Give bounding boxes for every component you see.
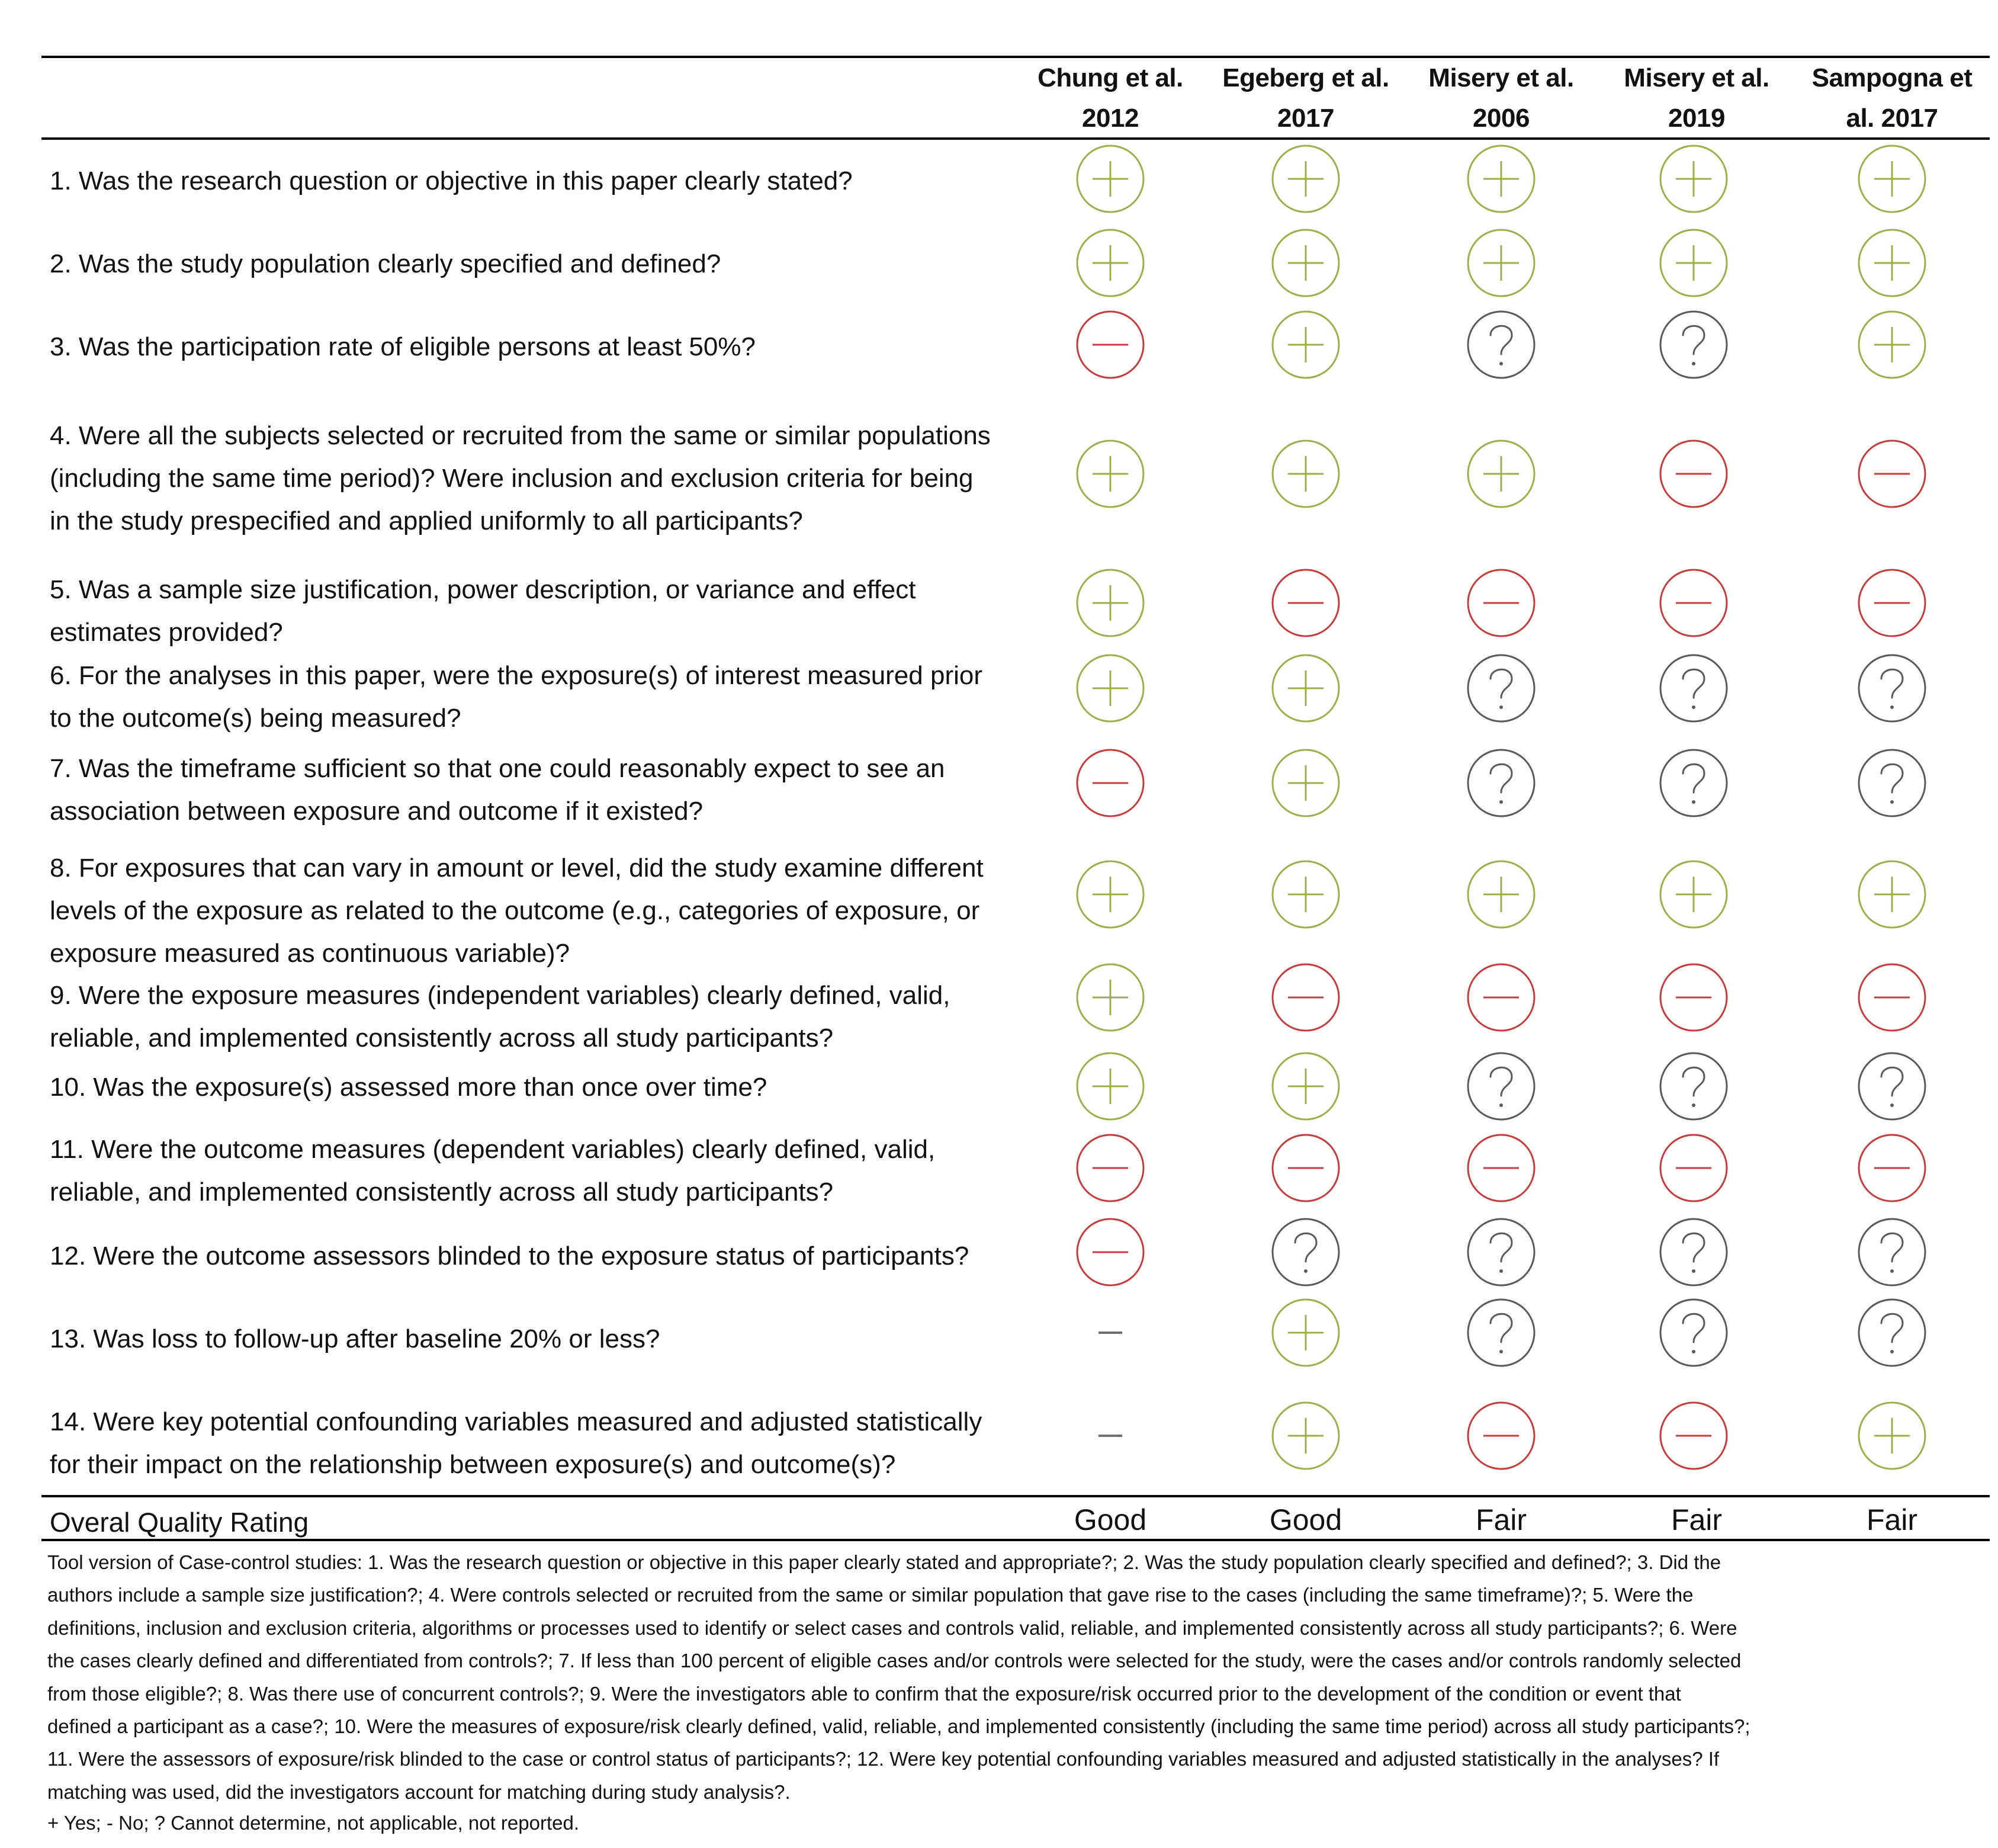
cannot-determine-question-icon [1466,747,1537,819]
footnote-line: definitions, inclusion and exclusion criteria, algorithms or processes used to identify or select cases and controls valid, reliable, and implemented consistently across all study participants?; 6. Were [47,1616,1737,1639]
overall-rating-label: Overal Quality Rating [50,1507,309,1538]
question-line: estimates provided? [50,618,283,647]
footnote-line: authors include a sample size justification?; 4. Were controls selected or recruited from the same or similar population that gave rise to the cases (including the same timeframe)?; 5. Were the [47,1584,1694,1606]
question-line: 4. Were all the subjects selected or recruited from the same or similar populations [50,421,991,450]
question-line: for their impact on the relationship between exposure(s) and outcome(s)? [50,1450,896,1479]
column-header-line1: Egeberg et al. [1222,63,1389,92]
column-header-chung-2012 [1013,58,1208,139]
footnote-line: defined a participant as a case?; 10. Were the measures of exposure/risk clearly defined, valid, reliable, and implemented consistently (including the same time period) across all study participants?; [47,1715,1750,1738]
cannot-determine-question-icon [1466,1217,1537,1288]
column-header-line2: al. 2017 [1846,104,1938,133]
not-applicable-dash-icon [1075,1400,1146,1471]
cannot-determine-question-icon [1658,1051,1729,1122]
yes-plus-icon [1658,143,1729,214]
question-text [50,1235,1033,1278]
yes-plus-icon [1270,438,1341,509]
cannot-determine-question-icon [1658,747,1729,819]
question-text [50,1066,1033,1109]
cannot-determine-question-icon [1658,309,1729,380]
question-text [50,847,1033,975]
no-minus-icon [1856,438,1928,509]
no-minus-icon [1466,962,1537,1033]
cannot-determine-question-icon [1658,653,1729,724]
column-header-line1: Sampogna et [1811,63,1973,92]
yes-plus-icon [1856,143,1928,214]
no-minus-icon [1658,962,1729,1033]
yes-plus-icon [1856,1400,1928,1471]
question-line: 6. For the analyses in this paper, were the exposure(s) of interest measured prior [50,661,982,690]
question-line: 8. For exposures that can vary in amount or level, did the study examine different [50,854,984,883]
yes-plus-icon [1466,143,1537,214]
no-minus-icon [1856,962,1928,1033]
no-minus-icon [1658,438,1729,509]
cannot-determine-question-icon [1466,653,1537,724]
no-minus-icon [1270,962,1341,1033]
no-minus-icon [1270,1132,1341,1204]
question-text [50,326,1033,368]
question-line: 7. Was the timeframe sufficient so that one could reasonably expect to see an [50,754,945,783]
overall-rating-chung-2012: Good [1074,1503,1147,1536]
question-text [50,747,1033,833]
question-line: to the outcome(s) being measured? [50,704,461,733]
question-line: 12. Were the outcome assessors blinded to the exposure status of participants? [50,1241,969,1270]
yes-plus-icon [1270,859,1341,930]
question-text [50,1401,1033,1486]
cannot-determine-question-icon [1856,747,1928,819]
question-text [50,1128,1033,1214]
no-minus-icon [1658,1132,1729,1204]
cannot-determine-question-icon [1658,1217,1729,1288]
cannot-determine-question-icon [1856,1297,1928,1368]
symbol-legend: + Yes; - No; ? Cannot determine, not applicable, not reported. [47,1812,579,1834]
yes-plus-icon [1270,309,1341,380]
no-minus-icon [1075,1217,1146,1288]
yes-plus-icon [1856,309,1928,380]
yes-plus-icon [1270,1051,1341,1122]
overall-rating-sampogna-2017: Fair [1866,1503,1918,1536]
question-line: in the study prespecified and applied uniformly to all participants? [50,506,803,535]
yes-plus-icon [1466,227,1537,299]
cannot-determine-question-icon [1270,1217,1341,1288]
overall-rating-egeberg-2017: Good [1269,1503,1342,1536]
column-header-line2: 2012 [1082,104,1139,133]
question-line: (including the same time period)? Were inclusion and exclusion criteria for being [50,464,974,493]
yes-plus-icon [1075,1051,1146,1122]
question-text [50,415,1033,543]
no-minus-icon [1075,309,1146,380]
yes-plus-icon [1075,227,1146,299]
yes-plus-icon [1075,653,1146,724]
question-line: 10. Was the exposure(s) assessed more than once over time? [50,1073,767,1102]
yes-plus-icon [1466,438,1537,509]
question-line: 14. Were key potential confounding variables measured and adjusted statistically [50,1407,982,1436]
column-header-line2: 2017 [1277,104,1334,133]
yes-plus-icon [1270,143,1341,214]
question-line: reliable, and implemented consistently across all study participants? [50,1024,834,1053]
footnote-line: matching was used, did the investigators account for matching during study analysis?. [47,1780,791,1803]
question-line: association between exposure and outcome if it existed? [50,797,704,826]
footnote-line: from those eligible?; 8. Was there use of concurrent controls?; 9. Were the investigators able to confirm that the exposure/risk occurred prior to the development of the condition or event that [47,1682,1681,1705]
question-text [50,243,1033,285]
no-minus-icon [1075,1132,1146,1204]
cannot-determine-question-icon [1856,1051,1928,1122]
column-header-misery-2019 [1599,58,1794,139]
yes-plus-icon [1075,143,1146,214]
overall-rating-misery-2019: Fair [1671,1503,1723,1536]
no-minus-icon [1075,747,1146,819]
yes-plus-icon [1075,962,1146,1033]
cannot-determine-question-icon [1466,1297,1537,1368]
overall-rating-misery-2006: Fair [1475,1503,1527,1536]
question-line: 1. Was the research question or objective in this paper clearly stated? [50,166,853,195]
column-header-line1: Misery et al. [1624,63,1769,92]
question-line: 13. Was loss to follow-up after baseline 20% or less? [50,1324,660,1353]
column-header-line2: 2019 [1668,104,1725,133]
body-bottom-rule [41,1495,1990,1497]
column-header-line2: 2006 [1473,104,1530,133]
question-line: 11. Were the outcome measures (dependent variables) clearly defined, valid, [50,1135,936,1164]
cannot-determine-question-icon [1856,1217,1928,1288]
cannot-determine-question-icon [1466,309,1537,380]
question-line: 9. Were the exposure measures (independent variables) clearly defined, valid, [50,981,950,1010]
column-header-sampogna-2017 [1794,58,1990,139]
no-minus-icon [1466,1132,1537,1204]
table-footnote [47,1546,1984,1808]
footnote-line: the cases clearly defined and differentiated from controls?; 7. If less than 100 percent of eligible cases and/or controls were selected for the study, were the cases and/or controls randomly selected [47,1650,1742,1672]
question-line: reliable, and implemented consistently across all study participants? [50,1178,834,1207]
column-header-misery-2006 [1403,58,1599,139]
question-line: 5. Was a sample size justification, power description, or variance and effect [50,575,916,604]
table-bottom-rule [41,1539,1990,1541]
yes-plus-icon [1856,227,1928,299]
question-text [50,654,1033,740]
question-line: levels of the exposure as related to the outcome (e.g., categories of exposure, or [50,896,980,925]
footnote-line: 11. Were the assessors of exposure/risk blinded to the case or control status of participants?; 12. Were key potential confounding variables measured and adjusted statistically in the analyses? If [47,1748,1720,1770]
column-header-line1: Misery et al. [1428,63,1574,92]
yes-plus-icon [1075,438,1146,509]
question-line: 2. Was the study population clearly specified and defined? [50,249,721,278]
no-minus-icon [1270,567,1341,639]
yes-plus-icon [1270,653,1341,724]
yes-plus-icon [1270,747,1341,819]
no-minus-icon [1466,1400,1537,1471]
question-line: exposure measured as continuous variable)? [50,939,570,968]
footnote-line: Tool version of Case-control studies: 1. Was the research question or objective in this paper clearly stated and appropriate?; 2. Was the study population clearly specified and defined?; 3. Did the [47,1551,1721,1573]
column-header-line1: Chung et al. [1037,63,1183,92]
yes-plus-icon [1270,1400,1341,1471]
no-minus-icon [1658,567,1729,639]
question-text [50,1318,1033,1361]
not-applicable-dash-icon [1075,1297,1146,1368]
no-minus-icon [1466,567,1537,639]
no-minus-icon [1856,1132,1928,1204]
cannot-determine-question-icon [1856,653,1928,724]
question-text [50,160,1033,203]
no-minus-icon [1658,1400,1729,1471]
yes-plus-icon [1075,859,1146,930]
question-line: 3. Was the participation rate of eligible persons at least 50%? [50,332,756,361]
yes-plus-icon [1270,1297,1341,1368]
yes-plus-icon [1658,227,1729,299]
question-text [50,974,1033,1060]
question-text [50,569,1033,654]
column-header-egeberg-2017 [1208,58,1403,139]
yes-plus-icon [1466,859,1537,930]
yes-plus-icon [1270,227,1341,299]
yes-plus-icon [1856,859,1928,930]
yes-plus-icon [1075,567,1146,639]
cannot-determine-question-icon [1466,1051,1537,1122]
cannot-determine-question-icon [1658,1297,1729,1368]
no-minus-icon [1856,567,1928,639]
yes-plus-icon [1658,859,1729,930]
